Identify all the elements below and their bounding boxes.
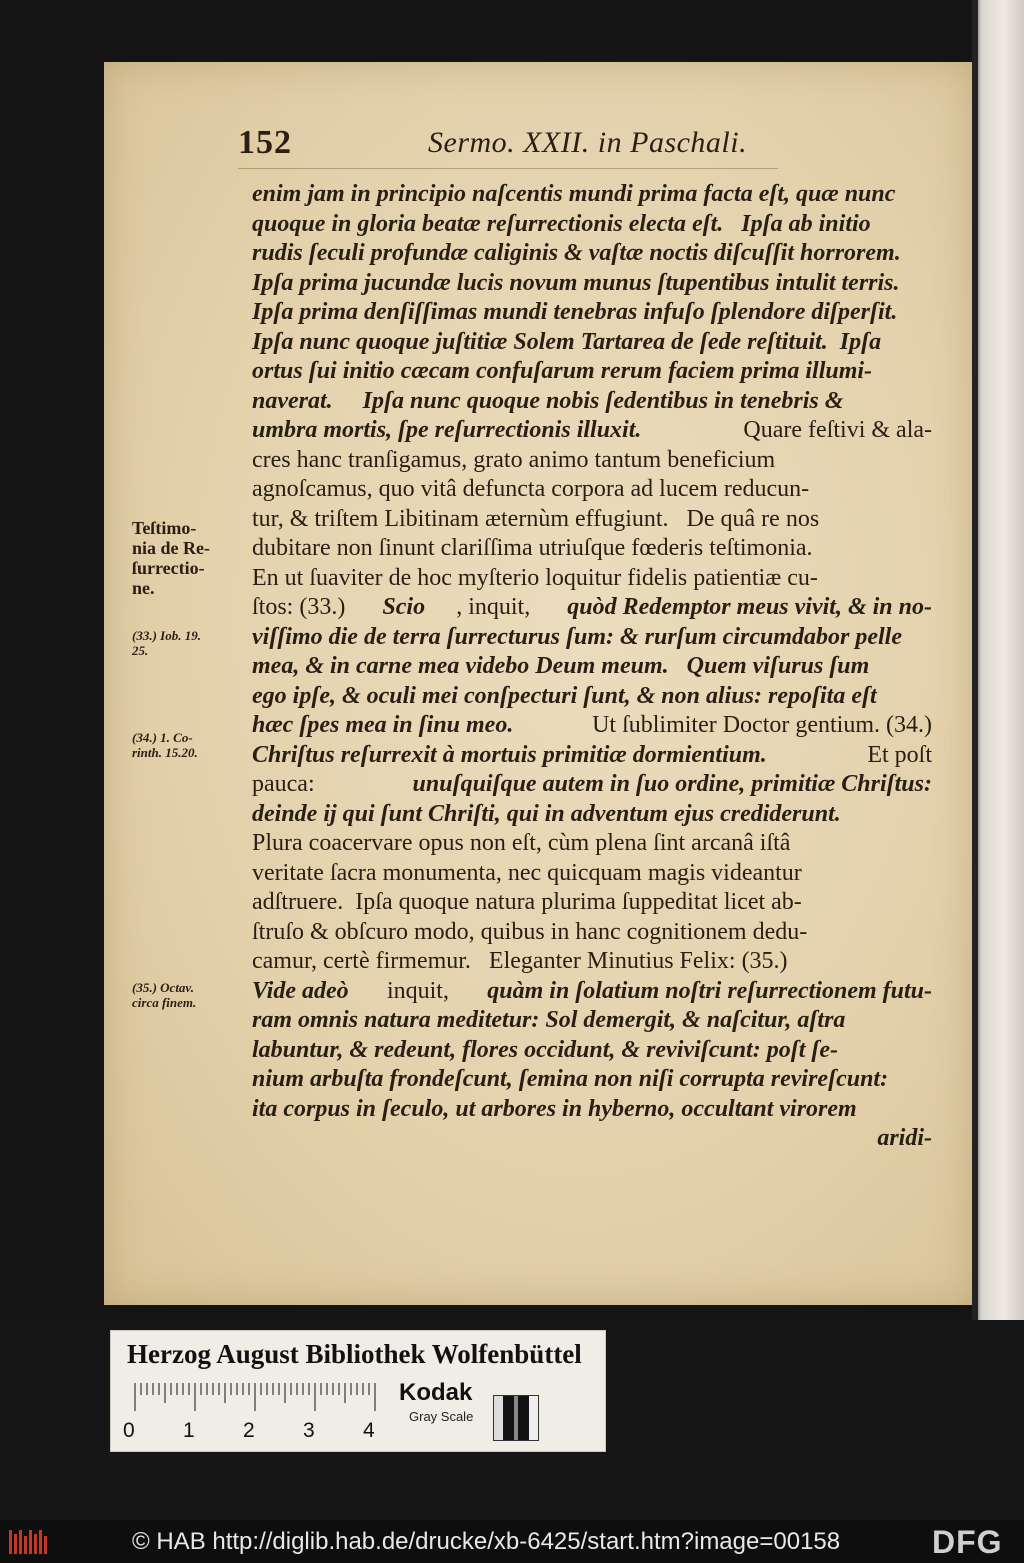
text-segment: veritate ſacra monumenta, nec quicquam magis videantur	[252, 859, 802, 886]
text-segment: Ut ſublimiter Doctor gentium. (34.)	[586, 712, 932, 738]
margin-note-line: (33.) Iob. 19.	[132, 628, 201, 643]
margin-note-line: nia de Re-	[132, 538, 210, 558]
page-header	[238, 124, 778, 168]
text-segment: cres hanc tranſigamus, grato animo tantum beneficium	[252, 446, 776, 473]
text-segment: aridi-	[877, 1125, 932, 1151]
text-line	[252, 829, 932, 859]
header-rule	[238, 168, 778, 169]
text-line	[252, 918, 932, 948]
library-card	[110, 1330, 606, 1452]
text-segment: Quare feſtivi & ala-	[731, 417, 932, 443]
text-segment: ſtos: (33.)	[252, 594, 352, 620]
text-segment: Ipſa prima jucundæ lucis novum munus ſtupentibus intulit terris.	[252, 269, 900, 296]
text-line	[252, 505, 932, 535]
footer-credit: © HAB http://diglib.hab.de/drucke/xb-6425/start.htm?image=00158	[132, 1528, 841, 1555]
running-head: Sermo. XXII. in Paschali.	[428, 126, 748, 159]
text-segment: unuſquiſque autem in ſuo ordine, primitiæ Chriſtus:	[412, 771, 932, 797]
text-segment: En ut ſuaviter de hoc myſterio loquitur fidelis patientiæ cu-	[252, 564, 818, 591]
text-segment: tur, & triſtem Libitinam æternùm effugiunt. De quâ re nos	[252, 505, 820, 532]
text-segment: adſtruere. Ipſa quoque natura plurima ſuppeditat licet ab-	[252, 889, 802, 915]
ruler-label: 2	[243, 1419, 255, 1442]
margin-note-line: ſurrectio-	[132, 558, 205, 578]
text-segment: pauca:	[252, 771, 321, 797]
margin-note-line: 25.	[132, 643, 149, 658]
text-segment: quàm in ſolatium noſtri reſurrectionem futu-	[487, 977, 932, 1004]
gray-scale-label: Gray Scale	[409, 1409, 474, 1424]
text-segment: camur, certè firmemur. Eleganter Minutius Felix: (35.)	[252, 948, 788, 974]
text-line	[252, 800, 932, 830]
margin-note-corinth	[132, 730, 252, 760]
footer-bar	[0, 1520, 1024, 1563]
text-segment: rudis ſeculi profundæ caliginis & vaſtæ noctis diſcuſſit horrorem.	[252, 240, 901, 266]
text-line	[252, 180, 932, 210]
margin-note-line: (34.) 1. Co-	[132, 730, 193, 745]
text-segment: Chriſtus reſurrexit à mortuis primitiæ dormientium.	[252, 741, 767, 768]
text-line	[252, 652, 932, 682]
margin-note-testimonia	[132, 518, 252, 598]
gray-scale-patch	[493, 1395, 539, 1441]
text-segment: ſtruſo & obſcuro modo, quibus in hanc cognitionem dedu-	[252, 918, 808, 945]
text-line	[252, 977, 932, 1007]
text-segment: inquit,	[380, 977, 455, 1004]
text-segment: ita corpus in ſeculo, ut arbores in hyberno, occultant virorem	[252, 1095, 857, 1122]
text-segment: quòd Redemptor meus vivit, & in no-	[567, 594, 932, 620]
text-segment: ram omnis natura meditetur: Sol demergit, & naſcitur, aſtra	[252, 1007, 846, 1033]
text-line	[252, 859, 932, 889]
hab-logo-icon	[8, 1528, 48, 1556]
body-text	[252, 180, 932, 1154]
ruler-label: 3	[303, 1419, 315, 1442]
margin-note-job	[132, 628, 252, 658]
text-line	[252, 416, 932, 446]
text-line	[252, 741, 932, 771]
text-segment: hæc ſpes mea in ſinu meo.	[252, 712, 514, 738]
text-segment: Ipſa nunc quoque juſtitiæ Solem Tartarea de ſede reſtituit. Ipſa	[252, 328, 882, 355]
kodak-logo: Kodak	[399, 1379, 473, 1406]
text-line	[252, 1095, 932, 1125]
text-segment: Plura coacervare opus non eſt, cùm plena ſint arcanâ iſtâ	[252, 830, 791, 856]
text-line	[252, 328, 932, 358]
margin-note-octav	[132, 980, 252, 1010]
ruler-labels	[123, 1419, 403, 1445]
text-segment: umbra mortis, ſpe reſurrectionis illuxit.	[252, 417, 642, 443]
text-segment: agnoſcamus, quo vitâ defuncta corpora ad lucem reducun-	[252, 476, 810, 502]
text-segment: Vide adeò	[252, 977, 349, 1004]
ruler-label: 4	[363, 1419, 375, 1442]
text-line	[252, 1006, 932, 1036]
text-segment: labuntur, & redeunt, flores occidunt, & reviviſcunt: poſt ſe-	[252, 1036, 838, 1063]
text-segment: nium arbuſta frondeſcunt, ſemina non niſi corrupta revireſcunt:	[252, 1066, 889, 1092]
text-line	[252, 1036, 932, 1066]
text-line	[252, 564, 932, 594]
text-segment: enim jam in principio naſcentis mundi prima facta eſt, quæ nunc	[252, 181, 896, 207]
margin-note-line: ne.	[132, 578, 155, 598]
ruler-label: 0	[123, 1419, 135, 1442]
text-line	[252, 593, 932, 623]
text-line	[252, 475, 932, 505]
library-name: Herzog August Bibliothek Wolfenbüttel	[127, 1339, 582, 1369]
margin-note-line: circa finem.	[132, 995, 197, 1010]
text-segment: dubitare non ſinunt clariſſima utriuſque fœderis teſtimonia.	[252, 535, 813, 561]
text-line	[252, 210, 932, 240]
margin-note-line: Teſtimo-	[132, 518, 197, 538]
margin-note-line: (35.) Octav.	[132, 980, 194, 995]
ruler-label: 1	[183, 1419, 195, 1442]
text-line	[252, 1124, 932, 1154]
page-number: 152	[238, 124, 292, 161]
text-segment: , inquit,	[456, 594, 537, 620]
text-line	[252, 682, 932, 712]
text-segment: Ipſa prima denſiſſimas mundi tenebras infuſo ſplendore diſperſit.	[252, 299, 898, 325]
text-line	[252, 357, 932, 387]
margin-note-line: rinth. 15.20.	[132, 745, 198, 760]
text-line	[252, 1065, 932, 1095]
text-line	[252, 239, 932, 269]
scan-board-edge	[972, 0, 1024, 1320]
text-segment: naverat. Ipſa nunc quoque nobis ſedentibus in tenebris &	[252, 387, 844, 414]
text-line	[252, 623, 932, 653]
text-line	[252, 298, 932, 328]
text-segment: ortus ſui initio cæcam confuſarum rerum faciem prima illumi-	[252, 358, 873, 384]
text-line	[252, 888, 932, 918]
text-segment: Scio	[382, 594, 426, 620]
text-line	[252, 770, 932, 800]
text-segment: ego ipſe, & oculi mei conſpecturi ſunt, & non alius: repoſita eſt	[252, 682, 877, 709]
text-line	[252, 534, 932, 564]
text-line	[252, 269, 932, 299]
dfg-logo: DFG	[932, 1524, 1003, 1560]
text-line	[252, 711, 932, 741]
text-line	[252, 446, 932, 476]
text-segment: mea, & in carne mea videbo Deum meum. Quem viſurus ſum	[252, 653, 870, 679]
ruler-scale	[131, 1383, 381, 1411]
text-segment: Et poſt	[849, 741, 932, 768]
text-segment: quoque in gloria beatæ reſurrectionis electa eſt. Ipſa ab initio	[252, 210, 871, 237]
text-line	[252, 387, 932, 417]
text-line	[252, 947, 932, 977]
text-segment: deinde ij qui ſunt Chriſti, qui in adventum ejus crediderunt.	[252, 800, 841, 827]
text-segment: viſſimo die de terra ſurrecturus ſum: & rurſum circumdabor pelle	[252, 623, 902, 650]
